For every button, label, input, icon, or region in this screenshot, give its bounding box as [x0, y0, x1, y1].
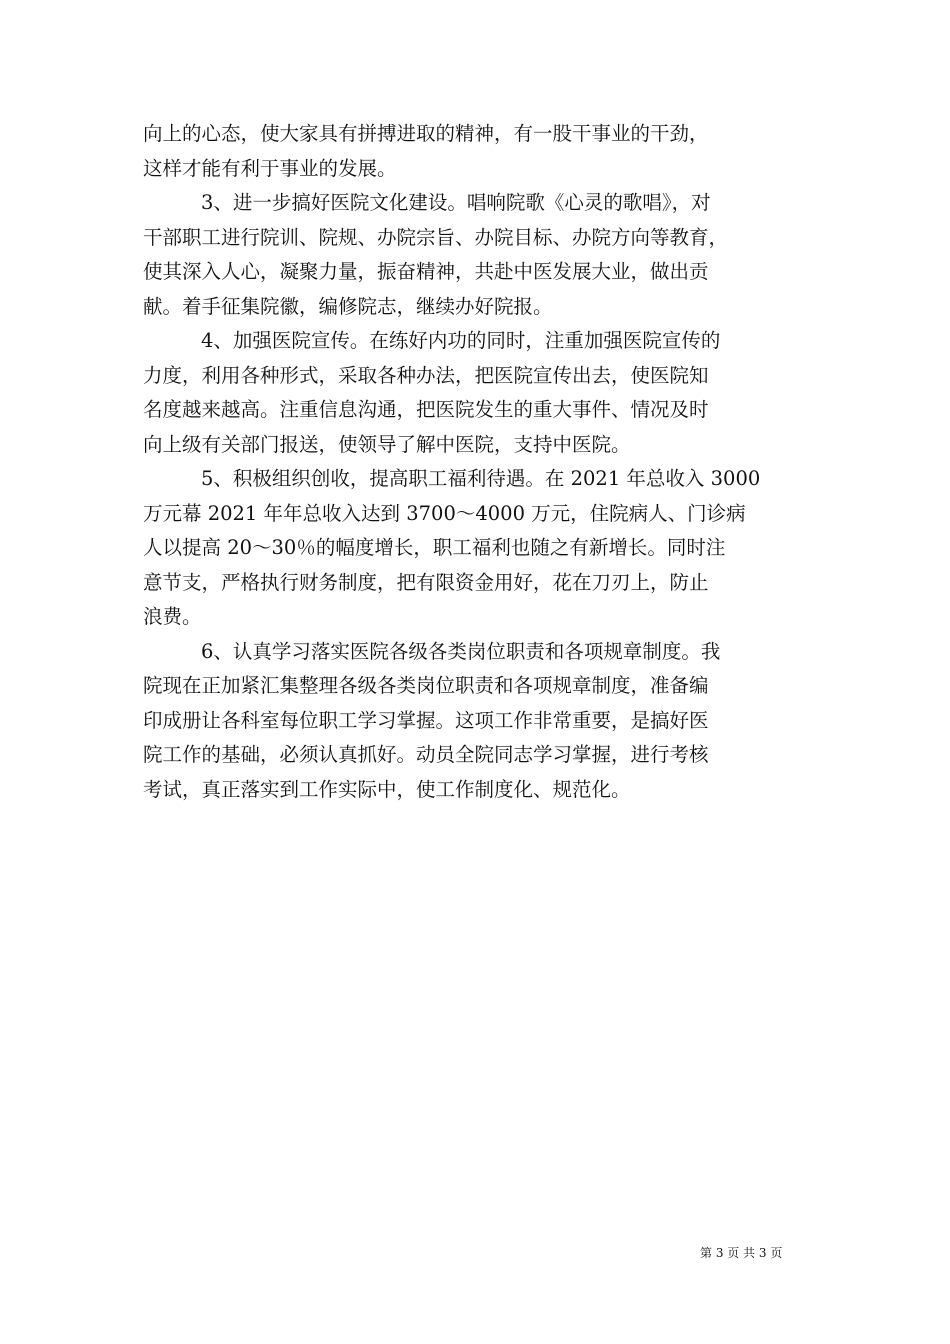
- text-line: 万元幕 2021 年年总收入达到 3700～4000 万元，住院病人、门诊病: [143, 501, 746, 525]
- paragraph-first-line: 6、认真学习落实医院各级各类岗位职责和各项规章制度。我: [201, 639, 721, 663]
- text-line: 浪费。: [143, 605, 202, 628]
- text-line: 考试，真正落实到工作实际中，使工作制度化、规范化。: [143, 777, 631, 801]
- paragraph-first-line: 5、积极组织创收，提高职工福利待遇。在 2021 年总收入 3000: [201, 467, 761, 490]
- text-line: 献。着手征集院徽，编修院志，继续办好院报。: [143, 294, 553, 318]
- paragraph-first-line: 4、加强医院宣传。在练好内功的同时，注重加强医院宣传的: [201, 329, 721, 352]
- text-line: 院工作的基础，必须认真抓好。动员全院同志学习掌握，进行考核: [143, 743, 709, 766]
- text-line: 力度，利用各种形式，采取各种办法，把医院宣传出去，使医院知: [143, 363, 709, 387]
- text-line: 干部职工进行院训、院规、办院宗旨、办院目标、办院方向等教育，: [143, 225, 729, 249]
- text-line: 向上的心态，使大家具有拼搏进取的精神，有一股干事业的干劲，: [143, 122, 709, 145]
- text-line: 意节支，严格执行财务制度，把有限资金用好，花在刀刃上，防止: [143, 570, 709, 594]
- text-line: 人以提高 20～30％的幅度增长，职工福利也随之有新增长。同时注: [143, 536, 726, 559]
- document-body: [143, 117, 807, 807]
- text-line: 印成册让各科室每位职工学习掌握。这项工作非常重要，是搞好医: [143, 708, 709, 732]
- text-line: 这样才能有利于事业的发展。: [143, 156, 397, 180]
- text-line: 使其深入人心，凝聚力量，振奋精神，共赴中医发展大业，做出贡: [143, 260, 709, 283]
- text-line: 院现在正加紧汇集整理各级各类岗位职责和各项规章制度，准备编: [143, 674, 709, 697]
- page-number-footer: 第 3 页 共 3 页: [700, 1246, 783, 1260]
- paragraph-first-line: 3、进一步搞好医院文化建设。唱响院歌《心灵的歌唱》，对: [201, 191, 711, 214]
- text-line: 名度越来越高。注重信息沟通，把医院发生的重大事件、情况及时: [143, 398, 709, 421]
- text-line: 向上级有关部门报送，使领导了解中医院，支持中医院。: [143, 432, 631, 456]
